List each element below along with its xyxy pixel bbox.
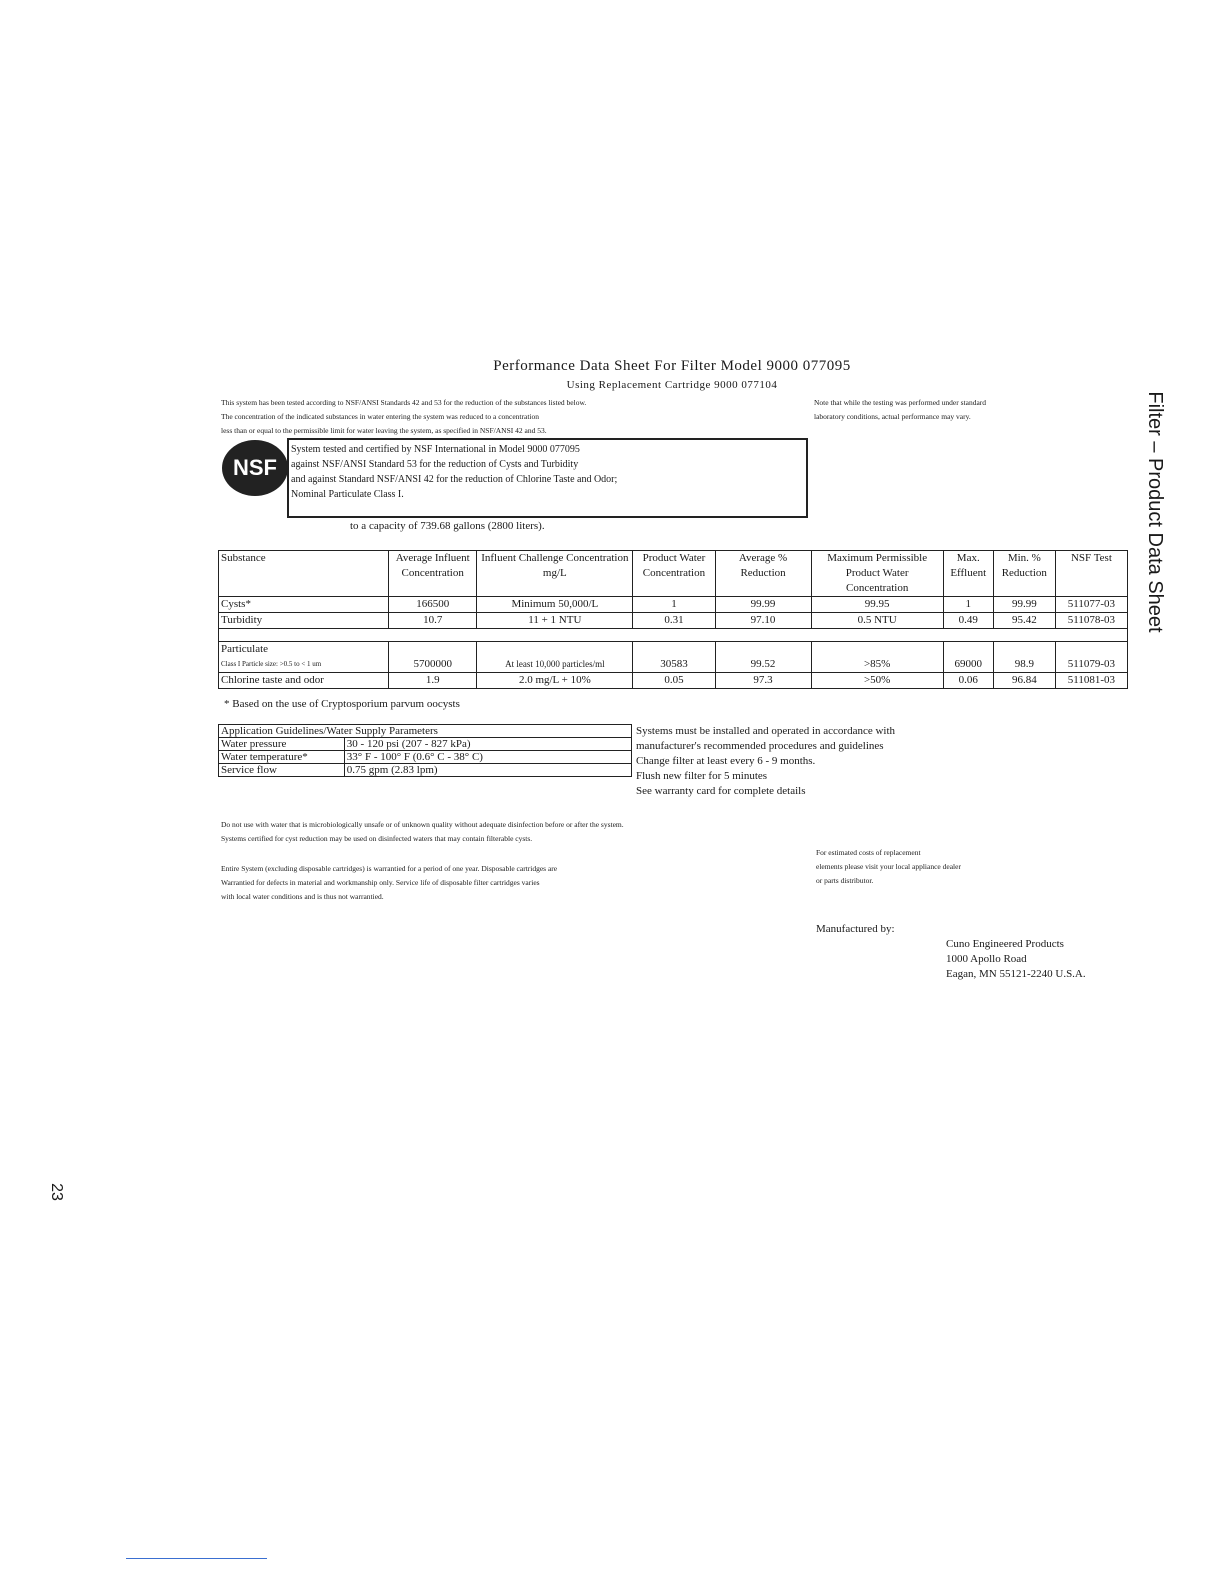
table-cell: At least 10,000 particles/ml	[477, 642, 633, 673]
certification-box	[287, 438, 808, 518]
table-cell: 99.95	[811, 597, 943, 613]
side-section-title: Filter – Product Data Sheet	[1144, 391, 1166, 633]
certification-line: and against Standard NSF/ANSI 42 for the reduction of Chlorine Taste and Odor;	[291, 474, 618, 485]
table-cell: 97.3	[715, 673, 811, 689]
table-cell: >85%	[811, 642, 943, 673]
table-cell: 511081-03	[1055, 673, 1127, 689]
address-line: Eagan, MN 55121-2240 U.S.A.	[946, 968, 1086, 980]
warranty-line: with local water conditions and is thus not warrantied.	[221, 892, 384, 901]
performance-table	[218, 550, 1128, 689]
certification-line: Nominal Particulate Class I.	[291, 489, 404, 500]
table-cell: 10.7	[389, 613, 477, 629]
table-cell: 511078-03	[1055, 613, 1127, 629]
warning-line: Systems certified for cyst reduction may be used on disinfected waters that may contain filterable cysts.	[221, 834, 533, 843]
table-cell: 166500	[389, 597, 477, 613]
table-cell: 5700000	[389, 642, 477, 673]
note-line: laboratory conditions, actual performance may vary.	[814, 412, 971, 421]
header-cell: Influent Challenge Concentration mg/L	[477, 551, 633, 597]
table-cell: 95.42	[993, 613, 1055, 629]
header-cell: Min. % Reduction	[993, 551, 1055, 597]
header-cell: Maximum Permissible Product Water Concentration	[811, 551, 943, 597]
nsf-logo: NSF	[222, 440, 288, 496]
manufacturer-address	[946, 937, 1086, 982]
table-row	[219, 597, 1128, 613]
table-row	[219, 738, 632, 751]
replacement-line: For estimated costs of replacement	[816, 848, 921, 857]
application-table	[218, 724, 632, 777]
table-cell: Turbidity	[219, 613, 389, 629]
header-cell: Substance	[219, 551, 389, 597]
warranty-text	[221, 862, 557, 904]
warranty-line: Entire System (excluding disposable cartridges) is warrantied for a period of one year. Disposable cartridges are	[221, 864, 558, 873]
table-cell: 0.05	[633, 673, 715, 689]
intro-line: The concentration of the indicated substances in water entering the system was reduced to a concentration	[221, 412, 540, 421]
table-cell: >50%	[811, 673, 943, 689]
table-row	[219, 751, 632, 764]
testing-note	[814, 396, 1094, 424]
table-footnote: * Based on the use of Cryptosporium parvum oocysts	[224, 698, 460, 710]
certification-line: System tested and certified by NSF International in Model 9000 077095	[291, 444, 580, 455]
table-cell: 30583	[633, 642, 715, 673]
table-cell: Cysts*	[219, 597, 389, 613]
table-row	[219, 764, 632, 777]
table-cell: Water pressure	[219, 738, 345, 751]
spacer-cell	[219, 629, 1128, 642]
table-cell: 98.9	[993, 642, 1055, 673]
installation-instructions	[636, 724, 895, 799]
header-cell: Max. Effluent	[943, 551, 993, 597]
table-header-row	[219, 551, 1128, 597]
note-line: Note that while the testing was performed under standard	[814, 398, 987, 407]
table-cell: 1	[633, 597, 715, 613]
address-line: Cuno Engineered Products	[946, 938, 1064, 950]
table-cell: 99.99	[715, 597, 811, 613]
table-cell: 11 + 1 NTU	[477, 613, 633, 629]
replacement-line: elements please visit your local appliance dealer	[816, 862, 961, 871]
footer-divider	[126, 1558, 267, 1559]
application-header-row	[219, 725, 632, 738]
warning-line: Do not use with water that is microbiologically unsafe or of unknown quality without adequate disinfection before or after the system.	[221, 820, 624, 829]
table-cell: 511077-03	[1055, 597, 1127, 613]
header-cell: Average Influent Concentration	[389, 551, 477, 597]
instruction-line: Flush new filter for 5 minutes	[636, 770, 768, 782]
table-cell: 0.49	[943, 613, 993, 629]
table-cell: 0.06	[943, 673, 993, 689]
table-cell: 33° F - 100° F (0.6° C - 38° C)	[344, 751, 631, 764]
table-cell	[219, 642, 389, 673]
table-cell: 0.31	[633, 613, 715, 629]
particulate-size: Class I Particle size: >0.5 to < 1 um	[221, 660, 322, 668]
table-cell: 69000	[943, 642, 993, 673]
table-cell: 99.99	[993, 597, 1055, 613]
table-row	[219, 613, 1128, 629]
table-cell: 0.5 NTU	[811, 613, 943, 629]
table-cell: 1.9	[389, 673, 477, 689]
instruction-line: Systems must be installed and operated in accordance with	[636, 725, 896, 737]
manufacturer-label: Manufactured by:	[816, 923, 895, 935]
table-cell: 97.10	[715, 613, 811, 629]
header-cell: NSF Test	[1055, 551, 1127, 597]
particulate-label: Particulate	[221, 643, 269, 655]
table-cell: Chlorine taste and odor	[219, 673, 389, 689]
page-title: Performance Data Sheet For Filter Model 9000 077095	[493, 358, 851, 374]
warning-text	[221, 818, 624, 846]
certification-line: against NSF/ANSI Standard 53 for the reduction of Cysts and Turbidity	[291, 459, 579, 470]
page-number: 23	[48, 1183, 65, 1201]
table-cell: Minimum 50,000/L	[477, 597, 633, 613]
table-cell: 2.0 mg/L + 10%	[477, 673, 633, 689]
header-cell: Product Water Concentration	[633, 551, 715, 597]
replacement-info	[816, 846, 961, 888]
table-cell: 30 - 120 psi (207 - 827 kPa)	[344, 738, 631, 751]
page-subtitle: Using Replacement Cartridge 9000 077104	[566, 379, 778, 391]
instruction-line: Change filter at least every 6 - 9 months.	[636, 755, 816, 767]
table-cell: Service flow	[219, 764, 345, 777]
table-cell: 511079-03	[1055, 642, 1127, 673]
table-cell: 0.75 gpm (2.83 lpm)	[344, 764, 631, 777]
table-row	[219, 642, 1128, 673]
capacity-text: to a capacity of 739.68 gallons (2800 liters).	[350, 520, 545, 532]
replacement-line: or parts distributor.	[816, 876, 874, 885]
table-cell: 99.52	[715, 642, 811, 673]
table-cell: 96.84	[993, 673, 1055, 689]
table-spacer-row	[219, 629, 1128, 642]
table-cell: Water temperature*	[219, 751, 345, 764]
intro-line: This system has been tested according to NSF/ANSI Standards 42 and 53 for the reduction of the substances listed below.	[221, 398, 587, 407]
application-header: Application Guidelines/Water Supply Parameters	[219, 725, 632, 738]
warranty-line: Warrantied for defects in material and workmanship only. Service life of disposable filter cartridges varies	[221, 878, 540, 887]
instruction-line: See warranty card for complete details	[636, 785, 806, 797]
table-cell: 1	[943, 597, 993, 613]
intro-text	[221, 396, 801, 438]
address-line: 1000 Apollo Road	[946, 953, 1027, 965]
instruction-line: manufacturer's recommended procedures and guidelines	[636, 740, 884, 752]
table-row	[219, 673, 1128, 689]
intro-line: less than or equal to the permissible limit for water leaving the system, as specified in NSF/ANSI 42 and 53.	[221, 426, 547, 435]
header-cell: Average % Reduction	[715, 551, 811, 597]
